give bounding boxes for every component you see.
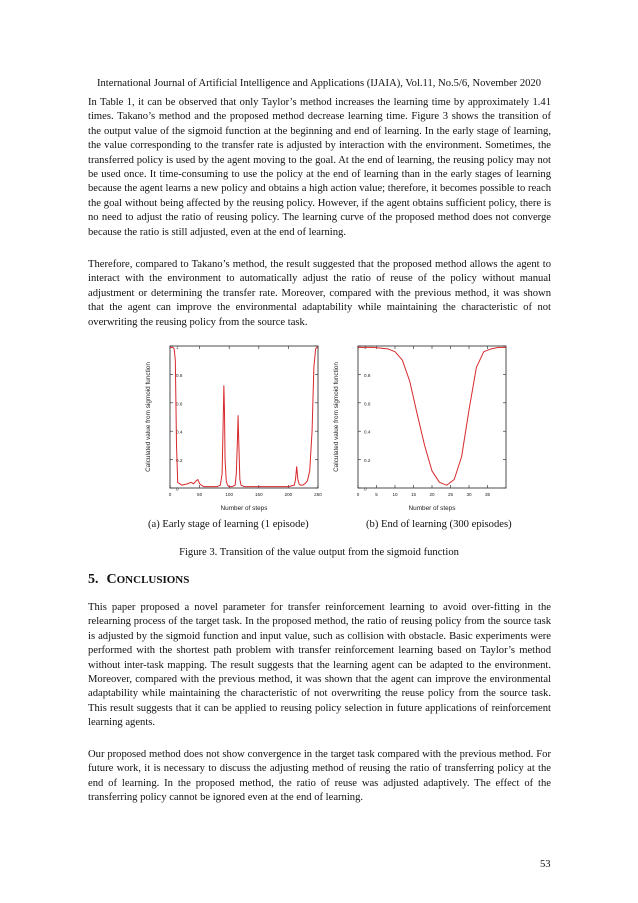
x-tick-label: 200 xyxy=(284,492,293,497)
y-tick-label: 1 xyxy=(176,344,179,350)
paragraph-results: In Table 1, it can be observed that only Taylor’s method increases the learning time by approximately 1.41 times. Takano’s method and the proposed method decrease learning time. Figure 3 shows the transition of the output value of the sigmoid function at the beginning and end of learning. In the early stage of learning, the value corresponding to the transfer rate is adjusted by interaction with the environment. Sometimes, the transferred policy is used by the agent moving to the goal. At the end of learning, the reusing policy may not be used once. It time-consuming to use the policy at the end of learning than in the early stages of learning because the agent learns a new policy and obtains a high action value; therefore, it becomes possible to reach the goal without being affected by the reusing policy. However, if the agent obtains sufficient policy, there is no need to adjust the ratio of reusing policy. The learning curve of the proposed method does not converge because the ratio is still adjusted, even at the end of learning. xyxy=(88,97,551,238)
section-title-initial: C xyxy=(106,572,117,587)
x-tick-label: 15 xyxy=(410,492,417,497)
section-number: 5. xyxy=(88,572,99,587)
x-tick-label: 25 xyxy=(447,492,454,497)
x-tick-label: 150 xyxy=(254,492,263,497)
paragraph-conclusions: This paper proposed a novel parameter for transfer reinforcement learning to avoid over-fitting in the relearning process of the target task. In the proposed method, the ratio of reusing policy from the source task is adjusted by the sigmoid function and input value, such as collision with obstacle. Basic experiments were performed with the shortest path problem with transfer reinforcement learning based on Taylor’s method without inter-task mapping. The result suggests that the learning agent can be adapted to the environment. Moreover, compared with the previous method, it was shown that the agent can improve the environmental adaptability while maintaining the characteristic of not overwriting the reuse policy from the source task. This result suggests that it can be applied to reusing policy selection in future applications of reinforcement learning agents. xyxy=(88,602,551,729)
y-tick-label: 0 xyxy=(364,486,367,492)
paragraph-comparison: Therefore, compared to Takano’s method, the result suggested that the proposed method allows the agent to interact with the environment to automatically adjust the ratio of reuse of the policy without manual adjustment or determining the transfer rate. Moreover, compared with the previous method, it was shown that the agent can improve the environmental adaptability while maintaining the characteristic of not overwriting the reusing policy from the source task. xyxy=(88,259,551,328)
y-tick-label: 0.6 xyxy=(364,401,371,407)
x-tick-label: 0 xyxy=(356,492,360,497)
plot-frame xyxy=(170,346,318,488)
x-tick-label: 5 xyxy=(375,492,378,497)
x-axis-label: Number of steps xyxy=(408,505,456,512)
x-tick-label: 20 xyxy=(429,492,435,497)
figure-subcaption-b: (b) End of learning (300 episodes) xyxy=(366,519,512,530)
x-tick-label: 250 xyxy=(314,492,322,497)
series-line-end xyxy=(358,344,506,485)
x-tick-label: 30 xyxy=(466,492,472,497)
y-axis-label: Calculated value from sigmoid function xyxy=(333,362,340,472)
x-tick-label: 100 xyxy=(225,492,234,497)
plot-frame xyxy=(358,346,506,488)
figure-subcaption-a: (a) Early stage of learning (1 episode) xyxy=(148,519,309,530)
x-tick-label: 0 xyxy=(168,492,172,497)
y-tick-label: 1 xyxy=(364,344,367,350)
x-axis-label: Number of steps xyxy=(220,505,268,512)
running-header: International Journal of Artificial Intelligence and Applications (IJAIA), Vol.11, No.5/6, November 2020 xyxy=(96,78,542,89)
figure-caption: Figure 3. Transition of the value output from the sigmoid function xyxy=(179,547,459,558)
paragraph-future-work: Our proposed method does not show convergence in the target task compared with the previous method. For future work, it is necessary to discuss the adjusting method of reusing the ratio of transferring policy at the end of learning. In the proposed method, the ratio of reuse was adjusted adaptively. The effect of the transferring policy cannot be ignored even at the end of learning. xyxy=(88,749,551,804)
y-tick-label: 0.2 xyxy=(176,458,183,464)
page-number: 53 xyxy=(540,859,551,870)
y-tick-label: 0.4 xyxy=(176,429,183,435)
figure-3b-chart xyxy=(328,338,510,518)
y-tick-label: 0.6 xyxy=(176,401,183,407)
x-tick-label: 10 xyxy=(392,492,398,497)
y-tick-label: 0.8 xyxy=(176,372,183,378)
y-tick-label: 0.8 xyxy=(364,372,371,378)
series-line-early xyxy=(170,344,318,486)
section-heading xyxy=(88,572,189,588)
x-tick-label: 35 xyxy=(484,492,491,497)
figure-3a-chart xyxy=(140,338,322,518)
y-tick-label: 0.2 xyxy=(364,458,371,464)
y-tick-label: 0 xyxy=(176,486,179,492)
section-title-rest: ONCLUSIONS xyxy=(116,574,190,586)
x-tick-label: 50 xyxy=(197,492,203,497)
y-tick-label: 0.4 xyxy=(364,429,371,435)
y-axis-label: Calculated value from sigmoid function xyxy=(145,362,152,472)
